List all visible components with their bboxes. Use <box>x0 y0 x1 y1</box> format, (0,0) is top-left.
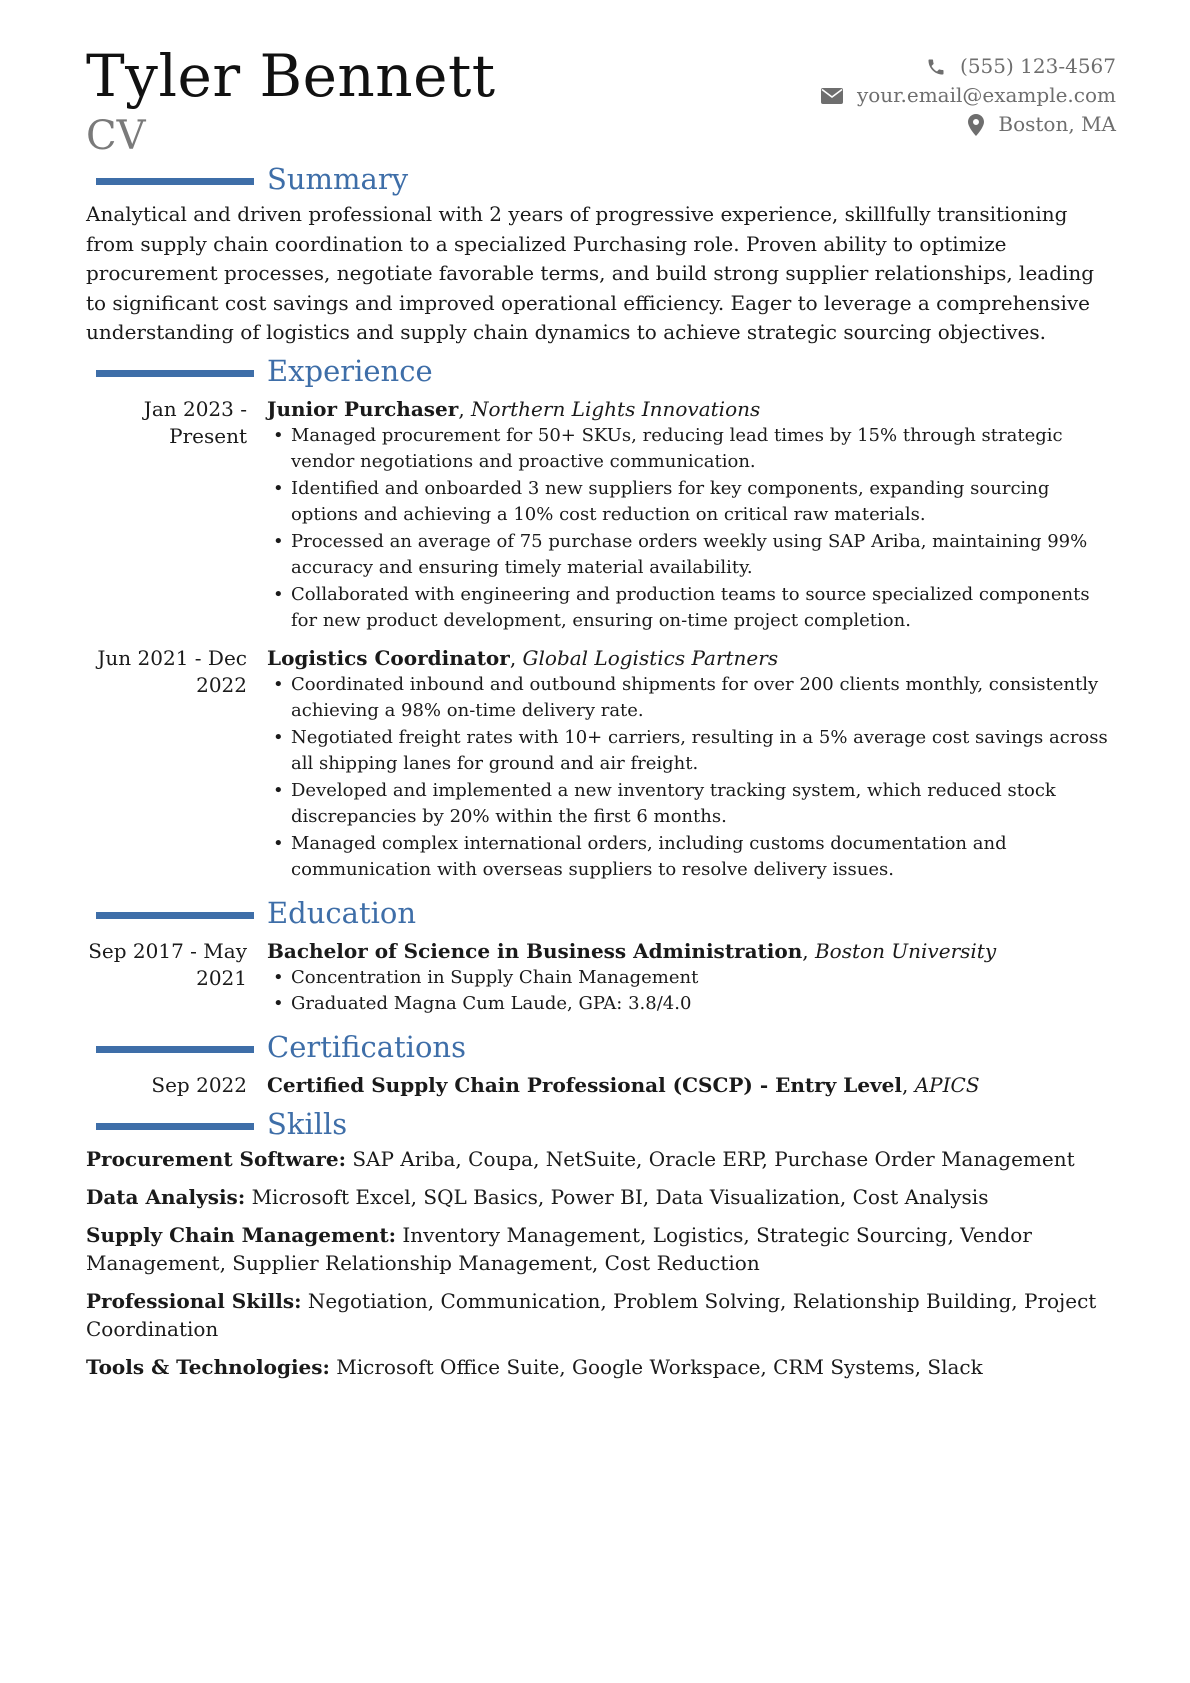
entry-title: Logistics Coordinator, Global Logistics Partners <box>267 645 779 670</box>
skill-line <box>86 1221 1116 1277</box>
certification-entry <box>86 1072 1116 1099</box>
contact-location-row <box>821 110 1116 139</box>
skill-category: Supply Chain Management: <box>86 1222 397 1247</box>
section-title: Experience <box>267 353 433 388</box>
section-skills-heading <box>86 1105 1116 1145</box>
map-pin-icon <box>968 114 984 136</box>
entry-body <box>267 396 1116 635</box>
section-title: Summary <box>267 162 409 196</box>
contact-info <box>821 52 1116 139</box>
skill-values: Microsoft Office Suite, Google Workspace, CRM Systems, Slack <box>336 1354 983 1379</box>
skill-line <box>86 1183 1116 1211</box>
section-accent-bar <box>96 1123 254 1130</box>
list-item: • Identified and onboarded 3 new suppliers for key components, expanding sourcing options and achieving a 10% cost reduction on critical raw materials. <box>267 476 1116 529</box>
entry-title: Junior Purchaser, Northern Lights Innovations <box>267 396 761 421</box>
skill-category: Procurement Software: <box>86 1146 346 1171</box>
section-title: Education <box>267 895 417 930</box>
section-summary-heading <box>86 160 1116 200</box>
list-item: • Negotiated freight rates with 10+ carriers, resulting in a 5% average cost savings across all shipping lanes for ground and air freight. <box>267 725 1116 778</box>
skill-line <box>86 1353 1116 1381</box>
skill-category: Data Analysis: <box>86 1184 246 1209</box>
document-subtitle: CV <box>86 113 146 159</box>
skill-line <box>86 1287 1116 1343</box>
section-accent-bar <box>96 178 254 185</box>
list-item: • Managed procurement for 50+ SKUs, reducing lead times by 15% through strategic vendor negotiations and proactive communication. <box>267 423 1116 476</box>
school-name: Boston University <box>814 938 997 963</box>
resume-header <box>86 40 1116 160</box>
skill-category: Professional Skills: <box>86 1288 302 1313</box>
contact-phone-row <box>821 52 1116 81</box>
entry-date: Jun 2021 - Dec 2022 <box>97 645 247 697</box>
section-accent-bar <box>96 370 254 377</box>
section-certifications-heading <box>86 1028 1116 1068</box>
skill-line <box>86 1145 1116 1173</box>
section-education-heading <box>86 894 1116 934</box>
entry-title: Certified Supply Chain Professional (CSCP) - Entry Level, APICS <box>267 1072 980 1097</box>
bullet-list <box>267 965 1116 1018</box>
skill-values: Microsoft Excel, SQL Basics, Power BI, Data Visualization, Cost Analysis <box>251 1184 989 1209</box>
experience-entry <box>86 396 1116 635</box>
certification-issuer: APICS <box>914 1072 980 1097</box>
job-organization: Northern Lights Innovations <box>471 396 761 421</box>
entry-body <box>267 938 1116 1018</box>
skill-values: SAP Ariba, Coupa, NetSuite, Oracle ERP, Purchase Order Management <box>352 1146 1075 1171</box>
degree-name: Bachelor of Science in Business Administration <box>267 938 803 963</box>
job-role: Logistics Coordinator <box>267 645 510 670</box>
education-entry <box>86 938 1116 1018</box>
contact-email[interactable]: your.email@example.com <box>856 83 1116 107</box>
contact-email-row <box>821 81 1116 110</box>
job-role: Junior Purchaser <box>267 396 459 421</box>
certification-name: Certified Supply Chain Professional (CSCP) - Entry Level <box>267 1072 902 1097</box>
section-experience-heading <box>86 352 1116 392</box>
section-accent-bar <box>96 912 254 919</box>
list-item: • Developed and implemented a new inventory tracking system, which reduced stock discrepancies by 20% within the first 6 months. <box>267 778 1116 831</box>
envelope-icon <box>821 88 843 104</box>
entry-body <box>267 645 1116 884</box>
section-title: Certifications <box>267 1029 466 1064</box>
bullet-list <box>267 672 1116 884</box>
phone-icon <box>926 57 946 77</box>
list-item: • Coordinated inbound and outbound shipments for over 200 clients monthly, consistently achieving a 98% on-time delivery rate. <box>267 672 1116 725</box>
contact-phone[interactable]: (555) 123-4567 <box>960 54 1116 78</box>
list-item: • Concentration in Supply Chain Management <box>267 965 1116 992</box>
resume-page <box>86 40 1116 1391</box>
experience-entry <box>86 645 1116 884</box>
skill-values: Inventory Management, Logistics, Strategic Sourcing, Vendor Management, Supplier Relationship Management, Cost Reduction <box>86 1222 1032 1275</box>
skill-category: Tools & Technologies: <box>86 1354 330 1379</box>
candidate-name: Tyler Bennett <box>86 42 496 110</box>
skill-values: Negotiation, Communication, Problem Solving, Relationship Building, Project Coordination <box>86 1288 1097 1341</box>
entry-title: Bachelor of Science in Business Administration, Boston University <box>267 938 997 963</box>
list-item: • Collaborated with engineering and production teams to source specialized components for new product development, ensuring on-time project completion. <box>267 582 1116 635</box>
job-organization: Global Logistics Partners <box>522 645 779 670</box>
entry-date: Sep 2022 <box>151 1072 247 1097</box>
section-accent-bar <box>96 1046 254 1053</box>
entry-date: Sep 2017 - May 2021 <box>88 938 247 990</box>
entry-date: Jan 2023 - Present <box>143 396 247 448</box>
section-title: Skills <box>267 1106 348 1141</box>
entry-body <box>267 1072 1116 1099</box>
summary-text: Analytical and driven professional with 2 years of progressive experience, skillfully transitioning from supply chain coordination to a specialized Purchasing role. Proven ability to optimize procurement processes, negotiate favorable terms, and build strong supplier relationships, leading to significant cost savings and improved operational efficiency. Eager to leverage a comprehensive understanding of logistics and supply chain dynamics to achieve strategic sourcing objectives. <box>86 202 1095 344</box>
list-item: • Graduated Magna Cum Laude, GPA: 3.8/4.0 <box>267 991 1116 1018</box>
bullet-list <box>267 423 1116 635</box>
list-item: • Managed complex international orders, including customs documentation and communication with overseas suppliers to resolve delivery issues. <box>267 831 1116 884</box>
list-item: • Processed an average of 75 purchase orders weekly using SAP Ariba, maintaining 99% accuracy and ensuring timely material availability. <box>267 529 1116 582</box>
contact-location: Boston, MA <box>998 112 1116 136</box>
